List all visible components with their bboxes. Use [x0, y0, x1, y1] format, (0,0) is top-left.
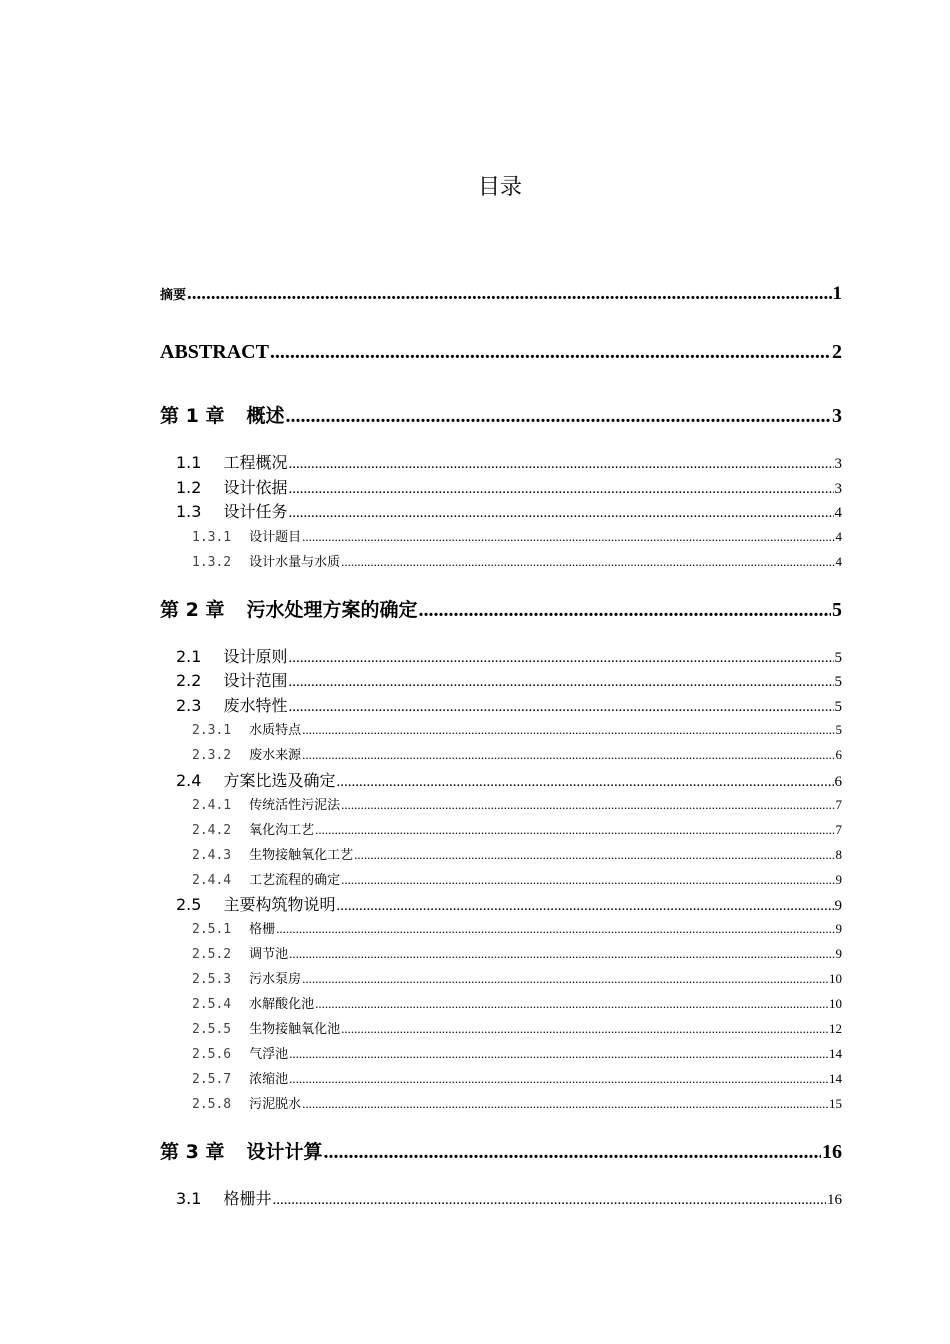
toc-entry-text: 工艺流程的确定: [249, 873, 341, 888]
dot-leader: [187, 283, 831, 305]
dot-leader: [285, 405, 831, 428]
toc-entry-number: 2.5.2: [192, 947, 232, 962]
toc-entry-section[interactable]: [176, 768, 842, 791]
toc-entry-text: 格栅: [249, 922, 276, 937]
toc-page-number: 12: [829, 1021, 842, 1036]
toc-entry-subsection[interactable]: [192, 844, 842, 863]
toc-entry-subsection[interactable]: [192, 526, 842, 545]
dot-leader: [288, 650, 833, 667]
toc-entry-number: 2.4.2: [192, 823, 232, 838]
dot-leader: [289, 946, 834, 962]
toc-entry-text: 浓缩池: [249, 1072, 289, 1087]
toc-entry-text: 气浮池: [249, 1047, 289, 1062]
toc-entry-number: 2.4.1: [192, 798, 232, 813]
dot-leader: [354, 847, 834, 863]
dot-leader: [302, 971, 828, 987]
toc-entry-subsection[interactable]: [192, 943, 842, 962]
dot-leader: [288, 505, 833, 522]
toc-entry-subsection[interactable]: [192, 993, 842, 1012]
toc-entry-number: 第 1 章: [160, 405, 225, 427]
toc-entry-subsection[interactable]: [192, 744, 842, 763]
toc-entry-subsection[interactable]: [192, 968, 842, 987]
dot-leader: [270, 341, 831, 364]
dot-leader: [323, 1141, 821, 1164]
toc-page-number: 5: [834, 699, 842, 715]
toc-entry-number: 2.5.8: [192, 1097, 232, 1112]
toc-page-number: 9: [834, 898, 842, 914]
toc-entry-number: 第 2 章: [160, 599, 225, 621]
toc-entry-abstract-en[interactable]: [160, 341, 842, 364]
toc-entry-number: 1.3.1: [192, 530, 232, 545]
toc-entry-text: 设计水量与水质: [249, 555, 341, 570]
dot-leader: [336, 898, 833, 915]
toc-page-number: 9: [835, 921, 842, 936]
toc-entry-chapter-2[interactable]: [160, 595, 842, 622]
toc-entry-number: 1.3.2: [192, 555, 232, 570]
toc-entry-section[interactable]: [176, 450, 842, 473]
toc-entry-section[interactable]: [176, 475, 842, 498]
toc-page-number: 4: [834, 505, 842, 521]
dot-leader: [341, 872, 834, 888]
toc-entry-number: 1.3: [176, 502, 202, 521]
dot-leader: [418, 599, 831, 622]
toc-page-number: 5: [834, 674, 842, 690]
toc-entry-number: 2.3.2: [192, 748, 232, 763]
dot-leader: [302, 722, 834, 738]
toc-entry-section[interactable]: [176, 644, 842, 667]
toc-entry-number: 2.2: [176, 671, 202, 690]
toc-entry-number: 第 3 章: [160, 1141, 225, 1163]
toc-entry-section[interactable]: [176, 668, 842, 691]
toc-page-number: 6: [834, 774, 842, 790]
toc-entry-subsection[interactable]: [192, 869, 842, 888]
toc-entry-section[interactable]: [176, 892, 842, 915]
toc-entry-text: 调节池: [249, 947, 289, 962]
toc-entry-number: 2.4.4: [192, 873, 232, 888]
dot-leader: [288, 674, 833, 691]
toc-entry-subsection[interactable]: [192, 1043, 842, 1062]
toc-entry-text: 废水特性: [223, 696, 288, 715]
toc-page-number: 5: [832, 599, 842, 621]
toc-entry-text: 水质特点: [249, 723, 302, 738]
toc-page-number: 3: [832, 405, 842, 427]
toc-page-number: 16: [827, 1192, 842, 1208]
dot-leader: [288, 699, 833, 716]
dot-leader: [289, 1046, 828, 1062]
toc-page-number: 4: [835, 529, 842, 544]
toc-page-number: 14: [829, 1071, 842, 1086]
toc-page-number: 9: [835, 946, 842, 961]
toc-page-number: 16: [822, 1141, 842, 1163]
toc-entry-text: 设计依据: [223, 478, 288, 497]
dot-leader: [341, 797, 834, 813]
toc-page-number: 3: [834, 456, 842, 472]
dot-leader: [302, 1096, 828, 1112]
toc-entry-number: 2.3.1: [192, 723, 232, 738]
toc-entry-text: 设计任务: [223, 502, 288, 521]
toc-entry-text: 设计范围: [223, 671, 288, 690]
toc-entry-subsection[interactable]: [192, 551, 842, 570]
toc-page-number: 15: [829, 1096, 842, 1111]
toc-entry-text: 设计计算: [246, 1141, 323, 1163]
toc-entry-text: 摘要: [160, 288, 187, 303]
toc-entry-number: 2.1: [176, 647, 202, 666]
dot-leader: [341, 554, 834, 570]
toc-entry-number: 2.5.4: [192, 997, 232, 1012]
toc-entry-text: 工程概况: [223, 453, 288, 472]
toc-entry-text: 污泥脱水: [249, 1097, 302, 1112]
toc-entry-text: ABSTRACT: [160, 341, 269, 363]
toc-entry-number: 2.4: [176, 771, 202, 790]
toc-page-number: 5: [835, 722, 842, 737]
toc-entry-number: 2.4.3: [192, 848, 232, 863]
dot-leader: [289, 1071, 828, 1087]
toc-page-number: 14: [829, 1046, 842, 1061]
toc-entry-text: 生物接触氧化工艺: [249, 848, 354, 863]
toc-entry-subsection[interactable]: [192, 719, 842, 738]
dot-leader: [272, 1192, 826, 1209]
toc-entry-chapter-3[interactable]: [160, 1137, 842, 1164]
toc-entry-number: 2.5.1: [192, 922, 232, 937]
toc-title: 目录: [477, 175, 522, 200]
toc-entry-subsection[interactable]: [192, 819, 842, 838]
toc-page-number: 5: [834, 650, 842, 666]
toc-entry-text: 生物接触氧化池: [249, 1022, 341, 1037]
toc-entry-text: 水解酸化池: [249, 997, 315, 1012]
toc-entry-subsection[interactable]: [192, 1018, 842, 1037]
toc-entry-section[interactable]: [176, 693, 842, 716]
toc-entry-subsection[interactable]: [192, 918, 842, 937]
toc-entry-text: 设计原则: [223, 647, 288, 666]
dot-leader: [276, 921, 834, 937]
toc-entry-text: 废水来源: [249, 748, 302, 763]
toc-entry-text: 污水处理方案的确定: [246, 599, 418, 621]
toc-entry-chapter-1[interactable]: [160, 401, 842, 428]
toc-entry-subsection[interactable]: [192, 1068, 842, 1087]
toc-entry-number: 2.5.3: [192, 972, 232, 987]
toc-page-number: 3: [834, 481, 842, 497]
toc-page-number: 6: [835, 747, 842, 762]
dot-leader: [302, 529, 834, 545]
toc-entry-text: 传统活性污泥法: [249, 798, 341, 813]
toc-entry-number: 2.5.7: [192, 1072, 232, 1087]
toc-entry-text: 概述: [246, 405, 285, 427]
toc-entry-subsection[interactable]: [192, 794, 842, 813]
dot-leader: [341, 1021, 828, 1037]
toc-entry-number: 2.5.6: [192, 1047, 232, 1062]
toc-entry-subsection[interactable]: [192, 1093, 842, 1112]
toc-entry-section[interactable]: [176, 1186, 842, 1209]
toc-page-number: 7: [835, 797, 842, 812]
toc-entry-text: 格栅井: [223, 1189, 272, 1208]
toc-page-number: 1: [832, 283, 842, 304]
dot-leader: [288, 481, 833, 498]
toc-entry-number: 1.1: [176, 453, 202, 472]
toc-entry-number: 2.5.5: [192, 1022, 232, 1037]
dot-leader: [336, 774, 833, 791]
toc-entry-text: 污水泵房: [249, 972, 302, 987]
toc-entry-text: 主要构筑物说明: [223, 895, 336, 914]
toc-entry-number: 3.1: [176, 1189, 202, 1208]
dot-leader: [315, 822, 834, 838]
dot-leader: [302, 747, 834, 763]
toc-entry-number: 2.5: [176, 895, 202, 914]
dot-leader: [288, 456, 833, 473]
toc-page-number: 10: [829, 971, 842, 986]
toc-page-number: 10: [829, 996, 842, 1011]
toc-entry-abstract-cn[interactable]: [160, 283, 842, 305]
toc-page-number: 7: [835, 822, 842, 837]
toc-entry-text: 氧化沟工艺: [249, 823, 315, 838]
toc-page-number: 4: [835, 554, 842, 569]
dot-leader: [315, 996, 828, 1012]
toc-entry-number: 1.2: [176, 478, 202, 497]
toc-entry-section[interactable]: [176, 499, 842, 522]
toc-page-number: 2: [832, 341, 842, 363]
toc-entry-text: 设计题目: [249, 530, 302, 545]
toc-entry-number: 2.3: [176, 696, 202, 715]
toc-page-number: 9: [835, 872, 842, 887]
toc-page-number: 8: [835, 847, 842, 862]
toc-entry-text: 方案比选及确定: [223, 771, 336, 790]
